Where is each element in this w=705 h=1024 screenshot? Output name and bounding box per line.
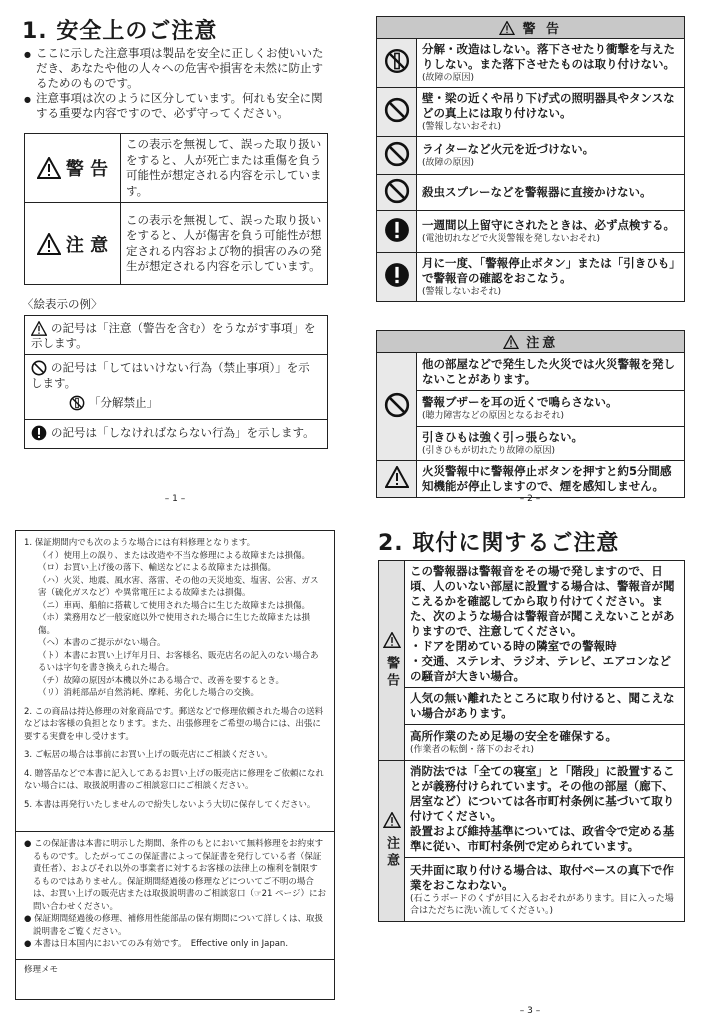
install-warning-text: 高所作業のため足場の安全を確保する。: [410, 729, 617, 743]
caution-triangle-icon: [37, 233, 61, 255]
warning-triangle-icon: [383, 632, 401, 648]
page3-title: 2. 取付に関するご注意: [378, 531, 620, 556]
legend-prohibited-text: の記号は「してはいけない行為（禁止事項）」を示します。: [31, 360, 310, 390]
warning-item-note: (電池切れなどで火災警報を発しないおそれ): [422, 234, 601, 244]
legend-caution: [24, 315, 328, 355]
page-number-2: – 2 –: [519, 494, 541, 504]
page2-caution-title: 注意: [526, 336, 559, 351]
page-number-1: – 1 –: [164, 494, 186, 504]
warranty-term: 2. この商品は持込修理の対象商品です。郵送などで修理依頼された場合の送料などはお客様の負担となります。また、出張修理をご希望の場合には、出張に要する実費を申し受けます。: [24, 706, 324, 742]
disassembly-prohibited-icon: [384, 48, 410, 74]
legend-box: [24, 316, 328, 449]
warning-triangle-icon: [37, 157, 61, 179]
warning-item-text: 月に一度、「警報停止ボタン」または「引きひも」で警報音の確認をおこなう。: [422, 256, 675, 285]
legend-prohibited: [24, 354, 328, 420]
caution-item-text: 火災警報中に警報停止ボタンを押すと約5分間感知機能が停止しますので、煙を感知しません。: [422, 464, 672, 493]
install-warning-label: 警告: [384, 655, 399, 690]
warranty-subterm: （ヘ）本書のご提示がない場合。: [38, 638, 166, 648]
warning-item-text: 壁・梁の近くや吊り下げ式の照明器具やタンスなどの真上には取り付けない。: [422, 91, 675, 120]
warranty-box: [15, 530, 335, 1000]
mandatory-icon: [31, 425, 47, 441]
page2-warning-table: [376, 16, 685, 302]
warranty-subterm: （チ）故障の原因が本機以外にある場合で、改善を要するとき。: [38, 675, 284, 686]
caution-item-note: (引きひもが切れたり故障の原因): [422, 446, 556, 456]
install-caution-label: 注意: [384, 836, 399, 870]
prohibition-icon: [384, 178, 410, 204]
warning-label: 警 告: [65, 159, 109, 180]
page1-bullet: ● 注意事項は次のように区分しています。何れも安全に関する重要な内容ですので、必ず守ってください。: [24, 91, 332, 121]
warranty-subterm: （ト）本書にお買い上げ年月日、お客様名、販売店名の記入のない場合あるいは字句を書き換えられた場合。: [38, 650, 319, 673]
prohibition-icon: [31, 360, 47, 376]
warranty-note: ● この保証書は本書に明示した期間、条件のもとにおいて無料修理をお約束するものです。したがってこの保証書によって保証書を発行している者（保証責任者）、およびそれ以外の事業者に対するお客様の法律上の権利を制限するものではありません。保証期間経過後の修理などについてご不明の場合は、お買い上げの販売店または取扱説明書のご相談窓口（☞21 ページ）にお問い合わせください。: [24, 839, 326, 912]
warning-item-text: 分解・改造はしない。落下させたり衝撃を与えたりしない。また落下させたものは取り付けない。: [422, 42, 675, 71]
page1-title: 1. 安全上のご注意: [22, 19, 218, 44]
signal-word-table: [24, 133, 328, 285]
page1-bullets: [24, 46, 332, 121]
installation-notes-table: [378, 560, 685, 922]
prohibition-icon: [384, 97, 410, 123]
page-number-3: – 3 –: [519, 1006, 541, 1016]
mandatory-icon: [384, 262, 410, 288]
prohibition-icon: [384, 392, 410, 418]
legend-mandatory-text: の記号は「しなければならない行為」を示します。: [51, 425, 315, 440]
prohibition-icon: [384, 141, 410, 167]
legend-mandatory: [24, 419, 328, 449]
warranty-term: 5. 本書は再発行いたしませんので紛失しないよう大切に保存してください。: [24, 799, 316, 810]
page2-warning-title: 警 告: [522, 22, 563, 37]
caution-symbol-icon: [31, 321, 47, 336]
warranty-terms: [24, 537, 326, 811]
caution-item-text: 他の部屋などで発生した火災では火災警報を発しないことがあります。: [422, 356, 675, 386]
warning-item-note: (故障の原因): [422, 158, 475, 168]
repair-memo-label: 修理メモ: [24, 965, 59, 975]
caution-header-icon: [503, 335, 519, 349]
warranty-term: 1. 保証期間内でも次のような場合には有料修理となります。: [24, 538, 256, 548]
mandatory-icon: [384, 217, 410, 243]
warranty-term: 3. ご転居の場合は事前にお買い上げの販売店にご相談ください。: [24, 750, 273, 760]
warranty-subterm: （イ）使用上の誤り、または改造や不当な修理による故障または損傷。: [38, 550, 311, 561]
warranty-subterm: （リ）消耗部品が自然消耗、摩耗、劣化した場合の交換。: [38, 688, 260, 698]
page1-bullet: ● ここに示した注意事項は製品を安全に正しくお使いいただき、あなたや他の人々への危害や損害を未然に防止するためのものです。: [24, 46, 332, 91]
install-warning-item: 人気の無い離れたところに取り付けると、聞こえない場合があります。: [405, 688, 685, 725]
warning-item-note: (故障の原因): [422, 73, 475, 83]
warranty-note: ● 本書は日本国内においてのみ有効です。 Effective only in Japan.: [24, 939, 289, 949]
warranty-subterm: （ニ）車両、船舶に搭載して使用された場合に生じた故障または損傷。: [38, 600, 311, 611]
warranty-subterm: （ハ）火災、地震、風水害、落雷、その他の天災地変、塩害、公害、ガス害（硫化ガスなど）や異常電圧による故障または損傷。: [38, 575, 319, 598]
install-caution-note: (石こうボードのくずが目に入るおそれがあります。目に入った場合はただちに洗い流してください。): [410, 893, 674, 916]
install-caution-text: 天井面に取り付ける場合は、取付ベースの真下で作業をおこなわない。: [410, 862, 674, 892]
install-warning-note: (作業者の転倒・落下のおそれ): [410, 745, 535, 755]
warranty-note: ● 保証期間経過後の修理、補修用性能部品の保有期間について詳しくは、取扱説明書をご覧ください。: [24, 914, 323, 937]
example-heading: 〈絵表示の例〉: [22, 297, 103, 311]
disassembly-prohibited-icon: [69, 395, 85, 411]
legend-caution-text: の記号は「注意（警告を含む）をうながす事項」を示します。: [31, 321, 316, 350]
install-caution-item: 消防法では「全ての寝室」と「階段」に設置することが義務付けられています。その他の部屋（廊下、居室など）については各市町村条例に基づいて取り付けてください。 設置および維持基準については、政省令で定める基準に従い、市町村条例で定められています。: [405, 761, 685, 858]
caution-label: 注 意: [65, 234, 109, 256]
install-warning-item: この警報器は警報音をその場で発しますので、日頃、人のいない部屋に設置する場合は、警報音が聞こえるかを確認してから取り付けてください。また、次のような場合は警報音が聞こえないことがありますので、注意してください。 ・ドアを閉めている時の隣室での警報時 ・交通、ステレオ、ラジオ、テレビ、エアコンなどの騒音が大きい場合。: [405, 561, 685, 688]
caution-item-text: 引きひもは強く引っ張らない。: [422, 430, 583, 444]
warranty-notes: [16, 831, 334, 951]
caution-description: この表示を無視して、誤った取り扱いをすると、人が傷害を負う可能性が想定される内容および物的損害のみの発生が想定される内容を示しています。: [121, 203, 328, 285]
caution-triangle-icon: [385, 466, 409, 488]
warning-item-text: 殺虫スプレーなどを警報器に直接かけない。: [422, 185, 652, 199]
caution-triangle-icon: [383, 812, 401, 828]
warranty-subterm: （ホ）業務用など一般家庭以外で使用された場合に生じた故障または損傷。: [38, 613, 311, 636]
warning-item-note: (警報しないおそれ): [422, 287, 502, 297]
legend-disassembly-text: 「分解禁止」: [89, 395, 158, 410]
warning-description: この表示を無視して、誤った取り扱いをすると、人が死亡または重傷を負う可能性が想定される内容を示しています。: [121, 134, 328, 203]
warning-header-icon: [499, 21, 515, 35]
repair-memo-area: [16, 959, 334, 981]
warning-item-note: (警報しないおそれ): [422, 122, 502, 132]
caution-item-text: 警報ブザーを耳の近くで鳴らさない。: [422, 395, 618, 409]
warranty-subterm: （ロ）お買い上げ後の落下、輸送などによる故障または損傷。: [38, 563, 277, 573]
warning-item-text: ライターなど火元を近づけない。: [422, 142, 595, 156]
warning-item-text: 一週間以上留守にされたときは、必ず点検する。: [422, 218, 675, 232]
caution-item-note: (聴力障害などの原因となるおそれ): [422, 411, 565, 421]
warranty-term: 4. 贈答品などで本書に記入してあるお買い上げの販売店に修理をご依頼になれない場合には、取扱説明書のご相談窓口にご相談ください。: [24, 768, 324, 791]
page2-caution-table: [376, 330, 685, 498]
